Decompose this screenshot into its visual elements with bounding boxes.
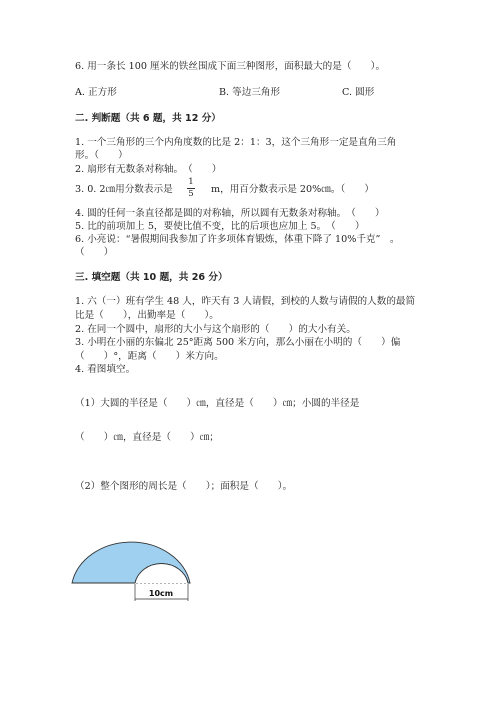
q6-option-a: A. 正方形	[75, 87, 117, 98]
s3-item3-line2: （ ）°，距离（ ）米方向。	[75, 351, 224, 362]
s2-item2: 2. 扇形有无数条对称轴。 （ ）	[75, 164, 222, 175]
s2-item4: 4. 圆的任何一条直径都是圆的对称轴，所以圆有无数条对称轴。 （ ）	[75, 208, 385, 219]
q6-stem: 6. 用一条长 100 厘米的铁丝围成下面三种图形，面积最大的是（ ）。	[75, 61, 386, 72]
s3-item1-line1: 1. 六（一）班有学生 48 人，昨天有 3 人请假，到校的人数与请假的人数的最简	[75, 296, 416, 307]
s3-sub1-line2: （ ）㎝，直径是（ ）㎝；	[75, 432, 219, 443]
s2-item6-line1: 6. 小亮说：“暑假期间我参加了许多项体育锻炼，体重下降了 10%千克” 。	[75, 234, 400, 245]
geometry-figure	[60, 530, 200, 610]
s3-sub2: （2）整个图形的周长是（ ）；面积是（ ）。	[75, 481, 293, 492]
s3-item2: 2. 在同一个圆中，扇形的大小与这个扇形的（ ）的大小有关。	[75, 324, 356, 335]
s2-item1-line1: 1. 一个三角形的三个内角度数的比是 2：1：3，这个三角形一定是直角三角	[75, 137, 397, 148]
q6-option-c: C. 圆形	[342, 87, 375, 98]
s3-item3-line1: 3. 小明在小丽的东偏北 25°距离 500 米方向，那么小丽在小明的（ ）偏	[75, 337, 401, 348]
s2-item3-part2: m，用百分数表示是 20%㎝。（ ）	[211, 184, 374, 195]
section2-title: 二. 判断题（共 6 题，共 12 分）	[75, 113, 221, 124]
s2-item6-line2: （ ）	[75, 247, 114, 258]
s2-item1-line2: 形。（ ）	[75, 150, 128, 161]
s2-item3-part1: 3. 0. 2㎝用分数表示是	[75, 184, 173, 195]
section3-title: 三. 填空题（共 10 题，共 26 分）	[75, 272, 228, 283]
fraction-denominator: 5	[188, 189, 194, 199]
s2-item5: 5. 比的前项加上 5，要使比值不变，比的后项也应加上 5。 （ ）	[75, 221, 365, 232]
s3-sub1-line1: （1）大圆的半径是（ ）㎝，直径是（ ）㎝；小圆的半径是	[75, 398, 360, 409]
q6-option-b: B. 等边三角形	[219, 87, 281, 98]
s3-item1-line2: 比是（ ），出勤率是（ ）。	[75, 310, 219, 321]
dimension-label: 10cm	[148, 589, 174, 598]
s3-item4: 4. 看图填空。	[75, 364, 136, 375]
fraction-numerator: 1	[188, 177, 194, 187]
fraction-one-fifth	[185, 178, 197, 199]
